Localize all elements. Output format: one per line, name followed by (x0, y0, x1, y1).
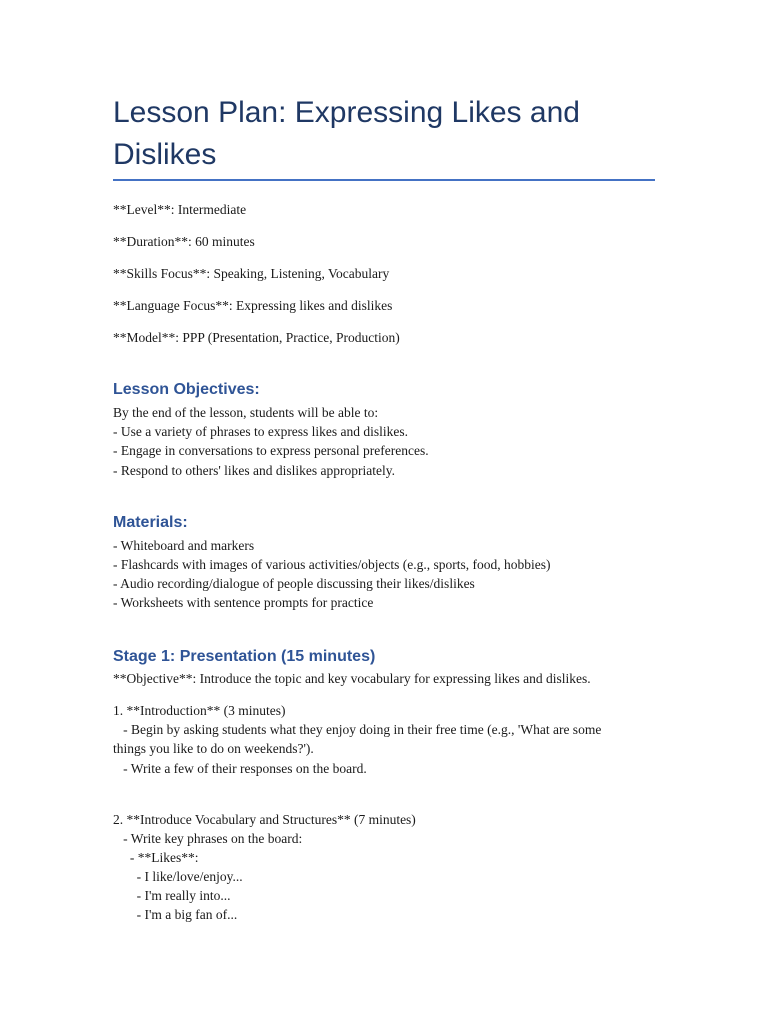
stage1-objective: **Objective**: Introduce the topic and key vocabulary for expressing likes and dislikes. (113, 671, 591, 686)
meta-skills-focus: **Skills Focus**: Speaking, Listening, Vocabulary (113, 266, 390, 281)
material-item: - Worksheets with sentence prompts for practice (113, 595, 374, 610)
objectives-intro: By the end of the lesson, students will be able to: (113, 405, 379, 420)
document-title: Lesson Plan: Expressing Likes and Dislikes (113, 96, 580, 171)
objective-item: - Engage in conversations to express personal preferences. (113, 443, 429, 458)
meta-model: **Model**: PPP (Presentation, Practice, Production) (113, 330, 400, 345)
material-item: - Whiteboard and markers (113, 538, 255, 553)
objectives-heading: Lesson Objectives: (113, 381, 260, 398)
material-item: - Audio recording/dialogue of people discussing their likes/dislikes (113, 576, 475, 591)
step1-line: - Write a few of their responses on the board. (113, 761, 367, 776)
material-item: - Flashcards with images of various activities/objects (e.g., sports, food, hobbies) (113, 557, 551, 572)
step2-line: - Write key phrases on the board: (113, 831, 303, 846)
step2-line: - **Likes**: (113, 850, 199, 865)
title-underline (113, 179, 655, 181)
materials-heading: Materials: (113, 514, 188, 531)
objective-item: - Use a variety of phrases to express likes and dislikes. (113, 424, 409, 439)
meta-level: **Level**: Intermediate (113, 202, 247, 217)
meta-duration: **Duration**: 60 minutes (113, 234, 255, 249)
step2-line: - I'm really into... (113, 888, 231, 903)
step1-line: things you like to do on weekends?'). (113, 741, 314, 756)
meta-language-focus: **Language Focus**: Expressing likes and dislikes (113, 298, 393, 313)
step2-line: - I'm a big fan of... (113, 907, 238, 922)
objective-item: - Respond to others' likes and dislikes appropriately. (113, 463, 396, 478)
step1-title: 1. **Introduction** (3 minutes) (113, 703, 286, 718)
stage1-heading: Stage 1: Presentation (15 minutes) (113, 648, 376, 665)
step2-line: - I like/love/enjoy... (113, 869, 243, 884)
step2-title: 2. **Introduce Vocabulary and Structures** (7 minutes) (113, 812, 416, 827)
step1-line: - Begin by asking students what they enjoy doing in their free time (e.g., 'What are some (113, 722, 602, 737)
